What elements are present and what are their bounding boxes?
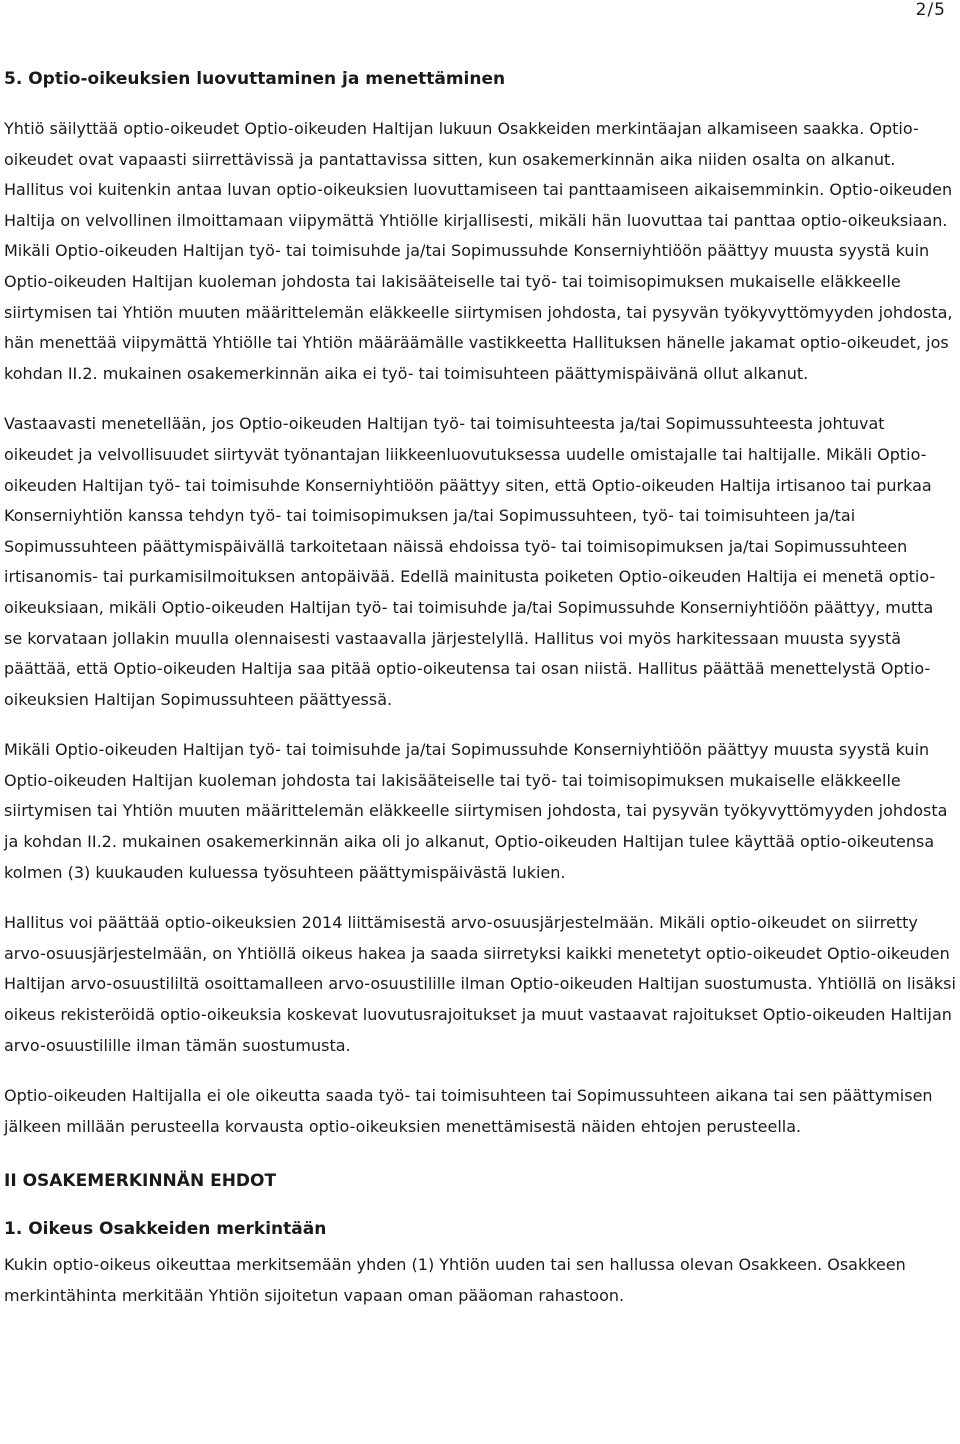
section-5-paragraph-4: Hallitus voi päättää optio-oikeuksien 2014 liittämisestä arvo-osuusjärjestelmään. Mikäli optio-oikeudet on siirretty arvo-osuusjärjestelmään, on Yhtiöllä oikeus hakea ja saada siirretyksi kaikki menetetyt optio-oikeudet Optio-oikeuden Haltijan arvo-osuustililtä osoittamalleen arvo-osuustilille ilman Optio-oikeuden Haltijan suostumusta. Yhtiöllä on lisäksi oikeus rekisteröidä optio-oikeuksia koskevat luovutusrajoitukset ja muut vastaavat rajoitukset Optio-oikeuden Haltijan arvo-osuustilille ilman tämän suostumusta. <box>4 913 956 1055</box>
subsection-1-paragraph: Kukin optio-oikeus oikeuttaa merkitsemään yhden (1) Yhtiön uuden tai sen hallussa olevan Osakkeen. Osakkeen merkintähinta merkitään Yhtiön sijoitetun vapaan oman pääoman rahastoon. <box>4 1255 906 1305</box>
section-5-paragraph-1: Yhtiö säilyttää optio-oikeudet Optio-oikeuden Haltijan lukuun Osakkeiden merkintäajan alkamiseen saakka. Optio-oikeudet ovat vapaasti siirrettävissä ja pantattavissa sitten, kun osakemerkinnän aika niiden osalta on alkanut. Hallitus voi kuitenkin antaa luvan optio-oikeuksien luovuttamiseen tai panttaamiseen aikaisemminkin. Optio-oikeuden Haltija on velvollinen ilmoittamaan viipymättä Yhtiölle kirjallisesti, mikäli hän luovuttaa tai panttaa optio-oikeuksiaan. Mikäli Optio-oikeuden Haltijan työ- tai toimisuhde ja/tai Sopimussuhde Konserniyhtiöön päättyy muusta syystä kuin Optio-oikeuden Haltijan kuoleman johdosta tai lakisääteiselle tai työ- tai toimisopimuksen mukaiselle eläkkeelle siirtymisen tai Yhtiön muuten määrittelemän eläkkeelle siirtymisen johdosta, tai pysyvän työkyvyttömyyden johdosta, hän menettää viipymättä Yhtiölle tai Yhtiön määräämälle vastikkeetta Hallituksen hänelle jakamat optio-oikeudet, jos kohdan II.2. mukainen osakemerkinnän aika ei työ- tai toimisuhteen päättymispäivänä ollut alkanut. <box>4 119 953 383</box>
part-2-heading: II OSAKEMERKINNÄN EHDOT <box>4 1171 277 1192</box>
section-5-paragraph-2: Vastaavasti menetellään, jos Optio-oikeuden Haltijan työ- tai toimisuhteesta ja/tai Sopimussuhteesta johtuvat oikeudet ja velvollisuudet siirtyvät työnantajan liikkeenluovutuksessa uudelle omistajalle tai haltijalle. Mikäli Optio-oikeuden Haltijan työ- tai toimisuhde Konserniyhtiöön päättyy siten, että Optio-oikeuden Haltija irtisanoo tai purkaa Konserniyhtiön kanssa tehdyn työ- tai toimisopimuksen ja/tai Sopimussuhteen, työ- tai toimisuhteen ja/tai Sopimussuhteen päättymispäivällä tarkoitetaan näissä ehdoissa työ- tai toimisopimuksen ja/tai Sopimussuhteen irtisanomis- tai purkamisilmoituksen antopäivää. Edellä mainitusta poiketen Optio-oikeuden Haltija ei menetä optio-oikeuksiaan, mikäli Optio-oikeuden Haltijan työ- tai toimisuhde ja/tai Sopimussuhde Konserniyhtiöön päättyy, mutta se korvataan jollakin muulla olennaisesti vastaavalla järjestelyllä. Hallitus voi myös harkitessaan muusta syystä päättää, että Optio-oikeuden Haltija saa pitää optio-oikeutensa tai osan niistä. Hallitus päättää menettelystä Optio-oikeuksien Haltijan Sopimussuhteen päättyessä. <box>4 414 936 709</box>
subsection-1-heading: 1. Oikeus Osakkeiden merkintään <box>4 1219 327 1240</box>
page-number: 2/5 <box>915 0 946 20</box>
section-5-paragraph-5: Optio-oikeuden Haltijalla ei ole oikeutta saada työ- tai toimisuhteen tai Sopimussuhteen aikana tai sen päättymisen jälkeen millään perusteella korvausta optio-oikeuksien menettämisestä näiden ehtojen perusteella. <box>4 1086 933 1136</box>
document-body <box>4 64 956 1332</box>
section-5-heading: 5. Optio-oikeuksien luovuttaminen ja menettäminen <box>4 69 506 89</box>
section-5-paragraph-3: Mikäli Optio-oikeuden Haltijan työ- tai toimisuhde ja/tai Sopimussuhde Konserniyhtiöön päättyy muusta syystä kuin Optio-oikeuden Haltijan kuoleman johdosta tai lakisääteiselle tai työ- tai toimisopimuksen mukaiselle eläkkeelle siirtymisen tai Yhtiön muuten määrittelemän eläkkeelle siirtymisen johdosta, tai pysyvän työkyvyttömyyden johdosta ja kohdan II.2. mukainen osakemerkinnän aika oli jo alkanut, Optio-oikeuden Haltijan tulee käyttää optio-oikeutensa kolmen (3) kuukauden kuluessa työsuhteen päättymispäivästä lukien. <box>4 740 948 882</box>
